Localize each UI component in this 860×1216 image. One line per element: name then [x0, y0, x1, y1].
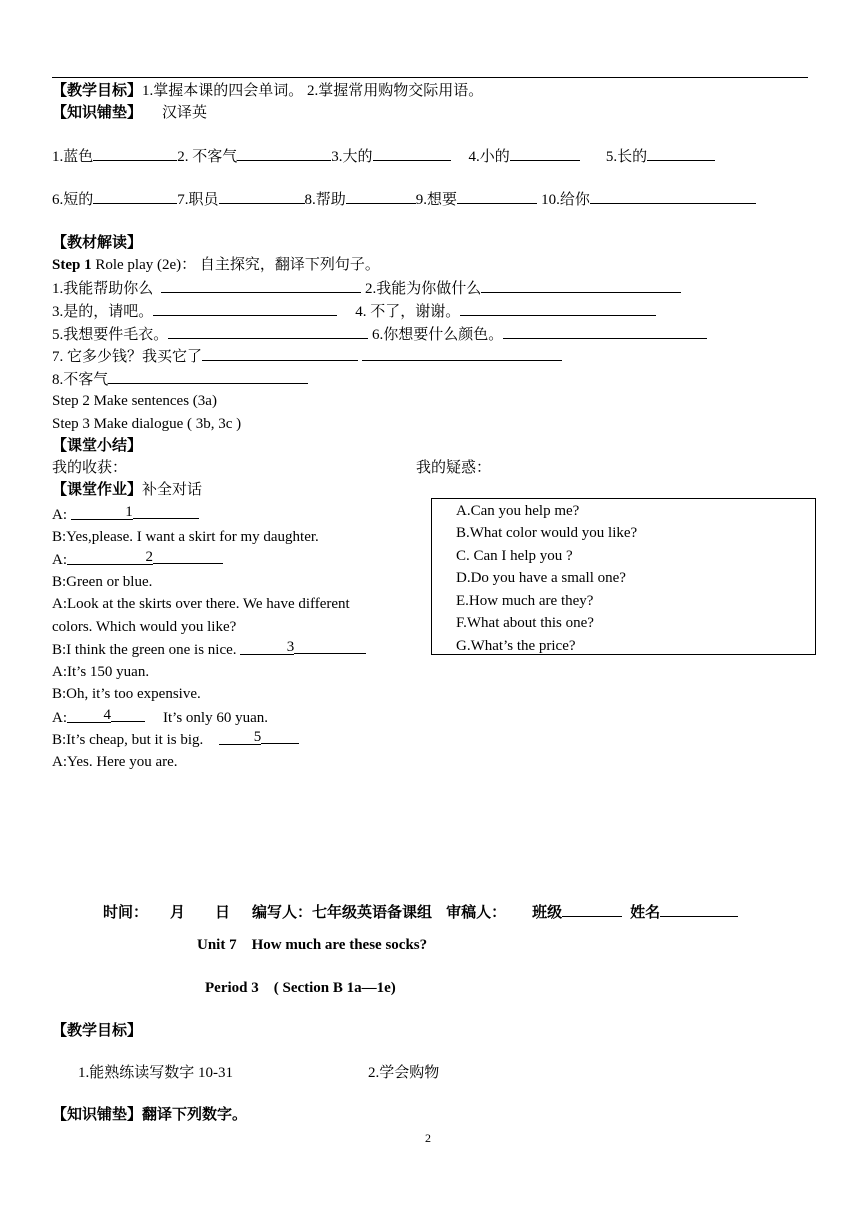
answer-blank[interactable] — [67, 550, 153, 565]
dialogue-line — [52, 639, 366, 660]
vocab-item: 6.短的 — [52, 192, 94, 208]
dialogue-line: B:Yes,please. I want a skirt for my daughter. — [52, 529, 319, 545]
textbook-label: 【教材解读】 — [52, 235, 143, 251]
worksheet-header — [103, 902, 738, 923]
answer-blank[interactable] — [219, 730, 261, 745]
answer-blank[interactable] — [294, 639, 366, 654]
answer-blank[interactable] — [510, 146, 580, 161]
vocab-item: 2. 不客气 — [177, 149, 238, 165]
dialogue-speaker: A: — [52, 552, 67, 568]
vocab-item: 8.帮助 — [304, 192, 346, 208]
dialogue-speaker: A: — [52, 507, 71, 523]
sentence: 7. 它多少钱？我买它了 — [52, 349, 203, 365]
dialogue-text: It’s only 60 yuan. — [163, 710, 268, 726]
option-item: E.How much are they? — [456, 593, 594, 609]
sentence: 2.我能为你做什么 — [365, 281, 482, 297]
answer-blank[interactable] — [219, 189, 305, 204]
option-item: G.What’s the price? — [456, 638, 576, 654]
objectives-text: 1.掌握本课的四会单词。 2.掌握常用购物交际用语。 — [142, 83, 484, 99]
sentence: 6.你想要什么颜色。 — [372, 327, 504, 343]
blank-number: 5 — [253, 729, 262, 745]
objectives2-item2: 2.学会购物 — [368, 1065, 440, 1081]
answer-blank[interactable] — [202, 346, 358, 361]
blank-number: 2 — [145, 549, 153, 565]
option-item: A.Can you help me? — [456, 503, 580, 519]
answer-blank[interactable] — [460, 301, 656, 316]
dialogue-line: A:Look at the skirts over there. We have different — [52, 596, 350, 612]
gain-label: 我的收获： — [52, 460, 128, 476]
answer-blank[interactable] — [346, 189, 416, 204]
answer-blank[interactable] — [647, 146, 715, 161]
sentence-row — [52, 324, 707, 345]
vocab-item: 9.想要 — [415, 192, 458, 208]
objectives2-label: 【教学目标】 — [52, 1023, 143, 1039]
answer-blank[interactable] — [161, 278, 361, 293]
name-field[interactable] — [660, 902, 738, 917]
answer-blank[interactable] — [261, 729, 299, 744]
name-label: 姓名 — [630, 905, 661, 921]
answer-blank[interactable] — [71, 505, 133, 520]
option-item: D.Do you have a small one? — [456, 570, 626, 586]
answer-blank[interactable] — [108, 369, 308, 384]
dialogue-text: B:It’s cheap, but it is big. — [52, 732, 204, 748]
prep-line — [52, 103, 207, 123]
answer-blank[interactable] — [362, 346, 562, 361]
answer-blank[interactable] — [133, 504, 199, 519]
dialogue-line: B:Green or blue. — [52, 574, 153, 590]
vocab-row-1 — [52, 146, 715, 167]
step1-line — [52, 255, 380, 275]
dialogue-line: colors. Which would you like? — [52, 619, 237, 635]
answer-blank[interactable] — [67, 708, 111, 723]
vocab-item: 7.职员 — [177, 192, 219, 208]
homework-text: 补全对话 — [142, 482, 203, 498]
answer-blank[interactable] — [457, 189, 537, 204]
dialogue-line — [52, 504, 199, 525]
prep-text: 汉译英 — [162, 105, 208, 121]
class-label: 班级 — [532, 905, 563, 921]
sentence-row — [52, 346, 562, 367]
answer-blank[interactable] — [481, 278, 681, 293]
answer-blank[interactable] — [93, 146, 177, 161]
vocab-item: 3.大的 — [331, 149, 373, 165]
dialogue-line — [52, 707, 268, 728]
dialogue-line: A:It’s 150 yuan. — [52, 664, 150, 680]
blank-number: 1 — [125, 504, 133, 520]
option-item: F.What about this one? — [456, 615, 594, 631]
vocab-item: 4.小的 — [468, 149, 510, 165]
vocab-row-2 — [52, 189, 756, 210]
sentence-row — [52, 301, 656, 322]
answer-blank[interactable] — [237, 146, 331, 161]
objectives-line — [52, 81, 483, 101]
day-label: 日 — [215, 905, 231, 921]
month-label: 月 — [170, 905, 186, 921]
step2-line: Step 2 Make sentences (3a) — [52, 393, 217, 409]
answer-blank[interactable] — [503, 324, 707, 339]
option-item: B.What color would you like? — [456, 525, 638, 541]
dialogue-line: A:Yes. Here you are. — [52, 754, 178, 770]
prep2-line: 【知识铺垫】翻译下列数字。 — [52, 1107, 248, 1123]
time-label: 时间： — [103, 905, 149, 921]
answer-blank[interactable] — [373, 146, 451, 161]
blank-number: 4 — [103, 707, 111, 723]
dialogue-speaker: A: — [52, 710, 67, 726]
homework-label: 【课堂作业】 — [52, 482, 143, 498]
answer-blank[interactable] — [168, 324, 368, 339]
dialogue-line: B:Oh, it’s too expensive. — [52, 686, 201, 702]
writer-label: 编写人：七年级英语备课组 — [252, 905, 433, 921]
answer-blank[interactable] — [111, 707, 145, 722]
answer-blank[interactable] — [93, 189, 177, 204]
sentence: 1.我能帮助你么 — [52, 281, 154, 297]
step3-line: Step 3 Make dialogue ( 3b, 3c ) — [52, 416, 242, 432]
sentence: 3.是的，请吧。 — [52, 304, 154, 320]
answer-blank[interactable] — [153, 301, 337, 316]
page-number: 2 — [425, 1131, 431, 1145]
option-item: C. Can I help you ? — [456, 548, 573, 564]
sentence-row — [52, 369, 308, 390]
sentence: 8.不客气 — [52, 372, 109, 388]
doubt-label: 我的疑惑： — [416, 460, 492, 476]
homework-line — [52, 480, 202, 500]
reviewer-label: 审稿人： — [446, 905, 507, 921]
options-box — [431, 498, 816, 655]
vocab-item: 5.长的 — [605, 149, 648, 165]
dialogue-line — [52, 729, 299, 750]
dialogue-line — [52, 549, 223, 570]
objectives-label: 【教学目标】 — [52, 83, 143, 99]
vocab-item: 1.蓝色 — [52, 149, 94, 165]
answer-blank[interactable] — [590, 189, 756, 204]
sentence-row — [52, 278, 681, 299]
period-title: Period 3 ( Section B 1a—1e) — [205, 980, 396, 996]
blank-number: 3 — [286, 639, 295, 655]
answer-blank[interactable] — [240, 640, 294, 655]
top-rule — [52, 77, 808, 78]
step1-text: Role play (2e)： 自主探究，翻译下列句子。 — [95, 257, 380, 273]
answer-blank[interactable] — [153, 549, 223, 564]
sentence: 5.我想要件毛衣。 — [52, 327, 169, 343]
sentence: 4. 不了，谢谢。 — [355, 304, 461, 320]
unit-title: Unit 7 How much are these socks? — [197, 937, 428, 953]
vocab-item: 10.给你 — [541, 192, 590, 208]
step1-label: Step 1 — [52, 257, 92, 273]
objectives2-item1: 1.能熟练读写数字 10-31 — [78, 1065, 233, 1081]
class-field[interactable] — [562, 902, 622, 917]
dialogue-text: B:I think the green one is nice. — [52, 642, 241, 658]
summary-label: 【课堂小结】 — [52, 438, 143, 454]
prep-label: 【知识铺垫】 — [52, 105, 143, 121]
